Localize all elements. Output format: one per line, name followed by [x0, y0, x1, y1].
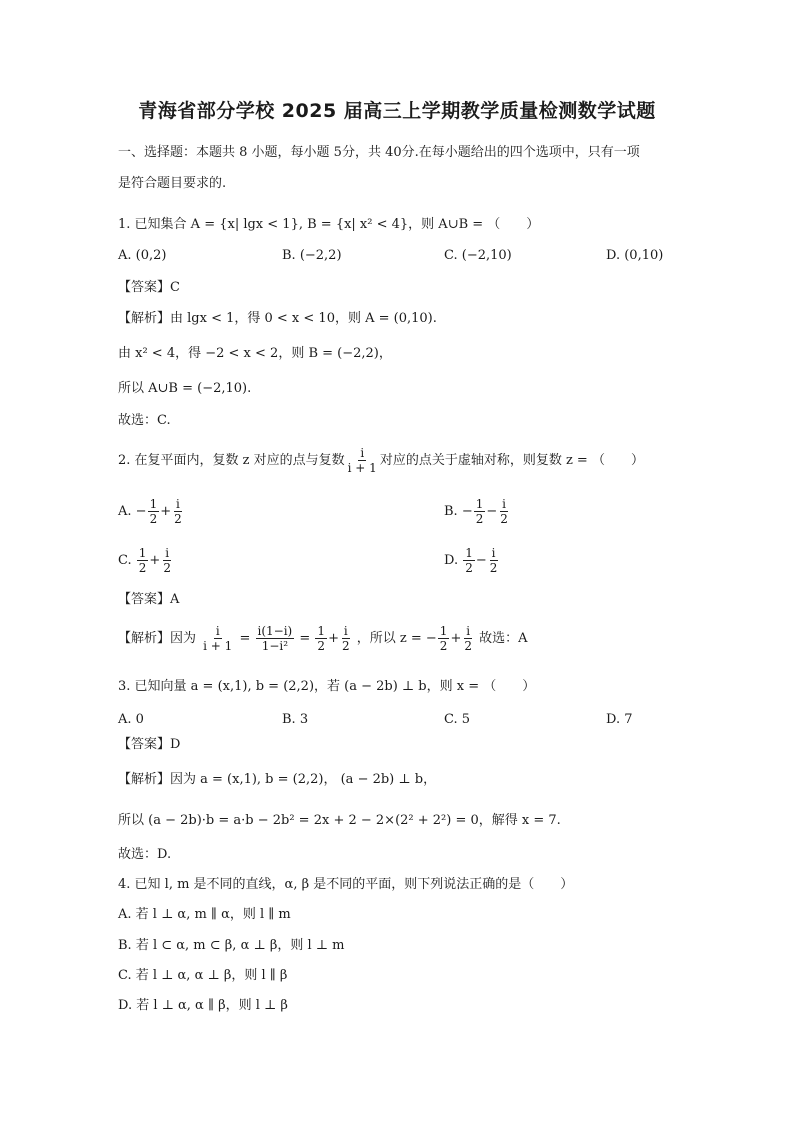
q2-stem-frac-den: i + 1: [347, 461, 377, 475]
option-label: B.: [444, 504, 458, 519]
q2-option-d: [444, 546, 500, 575]
frac-num: i: [466, 624, 471, 638]
frac-num: i: [502, 497, 507, 511]
q3-analysis-line: 所以 (a − 2b)·b = a·b − 2b² = 2x + 2 − 2×(2² + 2²) = 0，解得 x = 7.: [118, 813, 561, 828]
fraction: [161, 546, 173, 575]
frac-den: i + 1: [203, 639, 233, 653]
frac-den: 1−i²: [261, 639, 289, 653]
q3-answer: 【答案】D: [118, 737, 181, 752]
q2-stem-part1: 2. 在复平面内，复数 z 对应的点与复数: [118, 453, 345, 468]
fraction: [462, 624, 474, 653]
q4-stem: 4. 已知 l, m 是不同的直线，α, β 是不同的平面，则下列说法正确的是（ ）: [118, 877, 574, 892]
frac-den: 2: [439, 639, 448, 653]
frac-den: 2: [149, 512, 158, 526]
operator: −: [475, 553, 487, 568]
operator: +: [160, 504, 172, 519]
q2-stem-part2: 对应的点关于虚轴对称，则复数 z = （ ）: [379, 453, 644, 468]
q3-analysis-line: 【解析】因为 a = (x,1), b = (2,2)， (a − 2b) ⊥ b，: [118, 772, 437, 787]
frac-den: 2: [163, 561, 171, 575]
frac-num: 1: [439, 624, 448, 638]
q1-answer: 【答案】C: [118, 280, 180, 295]
q1-option-c: C. (−2,10): [444, 248, 512, 263]
fraction: [438, 624, 450, 653]
analysis-prefix: 【解析】因为: [118, 631, 197, 646]
q2-stem-fraction: [346, 446, 379, 475]
frac-den: 2: [317, 639, 326, 653]
frac-den: 2: [464, 639, 472, 653]
q3-option-d: D. 7: [606, 712, 633, 727]
q2-stem-frac-num: i: [360, 446, 365, 460]
frac-den: 2: [500, 512, 508, 526]
option-label: A.: [118, 504, 132, 519]
frac-num: i: [165, 546, 170, 560]
q3-stem: 3. 已知向量 a = (x,1), b = (2,2)，若 (a − 2b) ⊥ b，则 x = （ ）: [118, 679, 536, 694]
fraction: [474, 497, 486, 526]
frac-den: 2: [138, 561, 147, 575]
section-instructions-line1: 一、选择题：本题共 8 小题，每小题 5分，共 40分.在每小题给出的四个选项中，只有一项: [118, 145, 640, 160]
frac-num: 1: [138, 546, 147, 560]
q3-option-a: A. 0: [118, 712, 144, 727]
frac-num: i(1−i): [257, 624, 293, 638]
q2-answer: 【答案】A: [118, 592, 180, 607]
fraction: [256, 624, 295, 653]
q2-option-b: [444, 497, 511, 526]
sign: −: [461, 504, 473, 519]
analysis-end: 故选：A: [479, 631, 528, 646]
operator: +: [149, 553, 161, 568]
fraction: [172, 497, 184, 526]
frac-num: i: [176, 497, 180, 511]
q1-option-b: B. (−2,2): [282, 248, 342, 263]
option-label: D.: [444, 553, 459, 568]
q1-analysis-line: 故选：C.: [118, 413, 171, 428]
q2-stem: [118, 446, 644, 475]
option-label: C.: [118, 553, 132, 568]
section-instructions-line2: 是符合题目要求的.: [118, 176, 227, 191]
q4-option-b: B. 若 l ⊂ α, m ⊂ β, α ⊥ β，则 l ⊥ m: [118, 938, 345, 953]
fraction: [315, 624, 327, 653]
sign: −: [135, 504, 147, 519]
frac-num: i: [343, 624, 348, 638]
q4-option-d: D. 若 l ⊥ α, α ∥ β，则 l ⊥ β: [118, 998, 288, 1013]
q2-option-a: [118, 497, 185, 526]
frac-den: 2: [341, 639, 350, 653]
frac-num: 1: [465, 546, 473, 560]
q1-analysis-line: 由 x² < 4，得 −2 < x < 2，则 B = (−2,2)，: [118, 346, 392, 361]
q2-option-c: [118, 546, 174, 575]
q3-analysis-line: 故选：D.: [118, 847, 172, 862]
frac-num: 1: [475, 497, 484, 511]
frac-den: 2: [475, 512, 484, 526]
q1-stem: 1. 已知集合 A = {x| lgx < 1}, B = {x| x² < 4}，则 A∪B = （ ）: [118, 217, 540, 232]
fraction: [498, 497, 510, 526]
operator: −: [486, 504, 498, 519]
analysis-suffix: ，所以 z = −: [356, 631, 437, 646]
q4-option-c: C. 若 l ⊥ α, α ⊥ β，则 l ∥ β: [118, 968, 288, 983]
page-title: 青海省部分学校 2025 届高三上学期教学质量检测数学试题: [138, 100, 656, 122]
frac-num: 1: [317, 624, 326, 638]
frac-num: i: [491, 546, 496, 560]
fraction: [137, 546, 149, 575]
fraction: [463, 546, 475, 575]
frac-den: 2: [465, 561, 473, 575]
frac-den: 2: [489, 561, 498, 575]
fraction: [201, 624, 234, 653]
fraction: [148, 497, 160, 526]
q2-analysis: 【解析】因为 $\frac{i}{i + 1}$ = $\frac{i(1-i)}{\text{1−i²}}$ = $\frac{1}{2}$ + $\frac{i}{2}$ ，所以 z = − $\frac{1}{2}$ + $\frac{i}{2}$ 故选：A: [118, 624, 528, 653]
q1-analysis-line: 【解析】由 lgx < 1，得 0 < x < 10，则 A = (0,10).: [118, 311, 437, 326]
q1-analysis-line: 所以 A∪B = (−2,10).: [118, 381, 252, 396]
q3-option-c: C. 5: [444, 712, 471, 727]
frac-den: 2: [174, 512, 182, 526]
q1-option-a: A. (0,2): [118, 248, 167, 263]
q4-option-a: A. 若 l ⊥ α, m ∥ α，则 l ∥ m: [118, 907, 291, 922]
fraction: [340, 624, 352, 653]
frac-num: 1: [149, 497, 158, 511]
q3-option-b: B. 3: [282, 712, 309, 727]
fraction: [488, 546, 500, 575]
q1-option-d: D. (0,10): [606, 248, 664, 263]
frac-num: i: [215, 624, 220, 638]
